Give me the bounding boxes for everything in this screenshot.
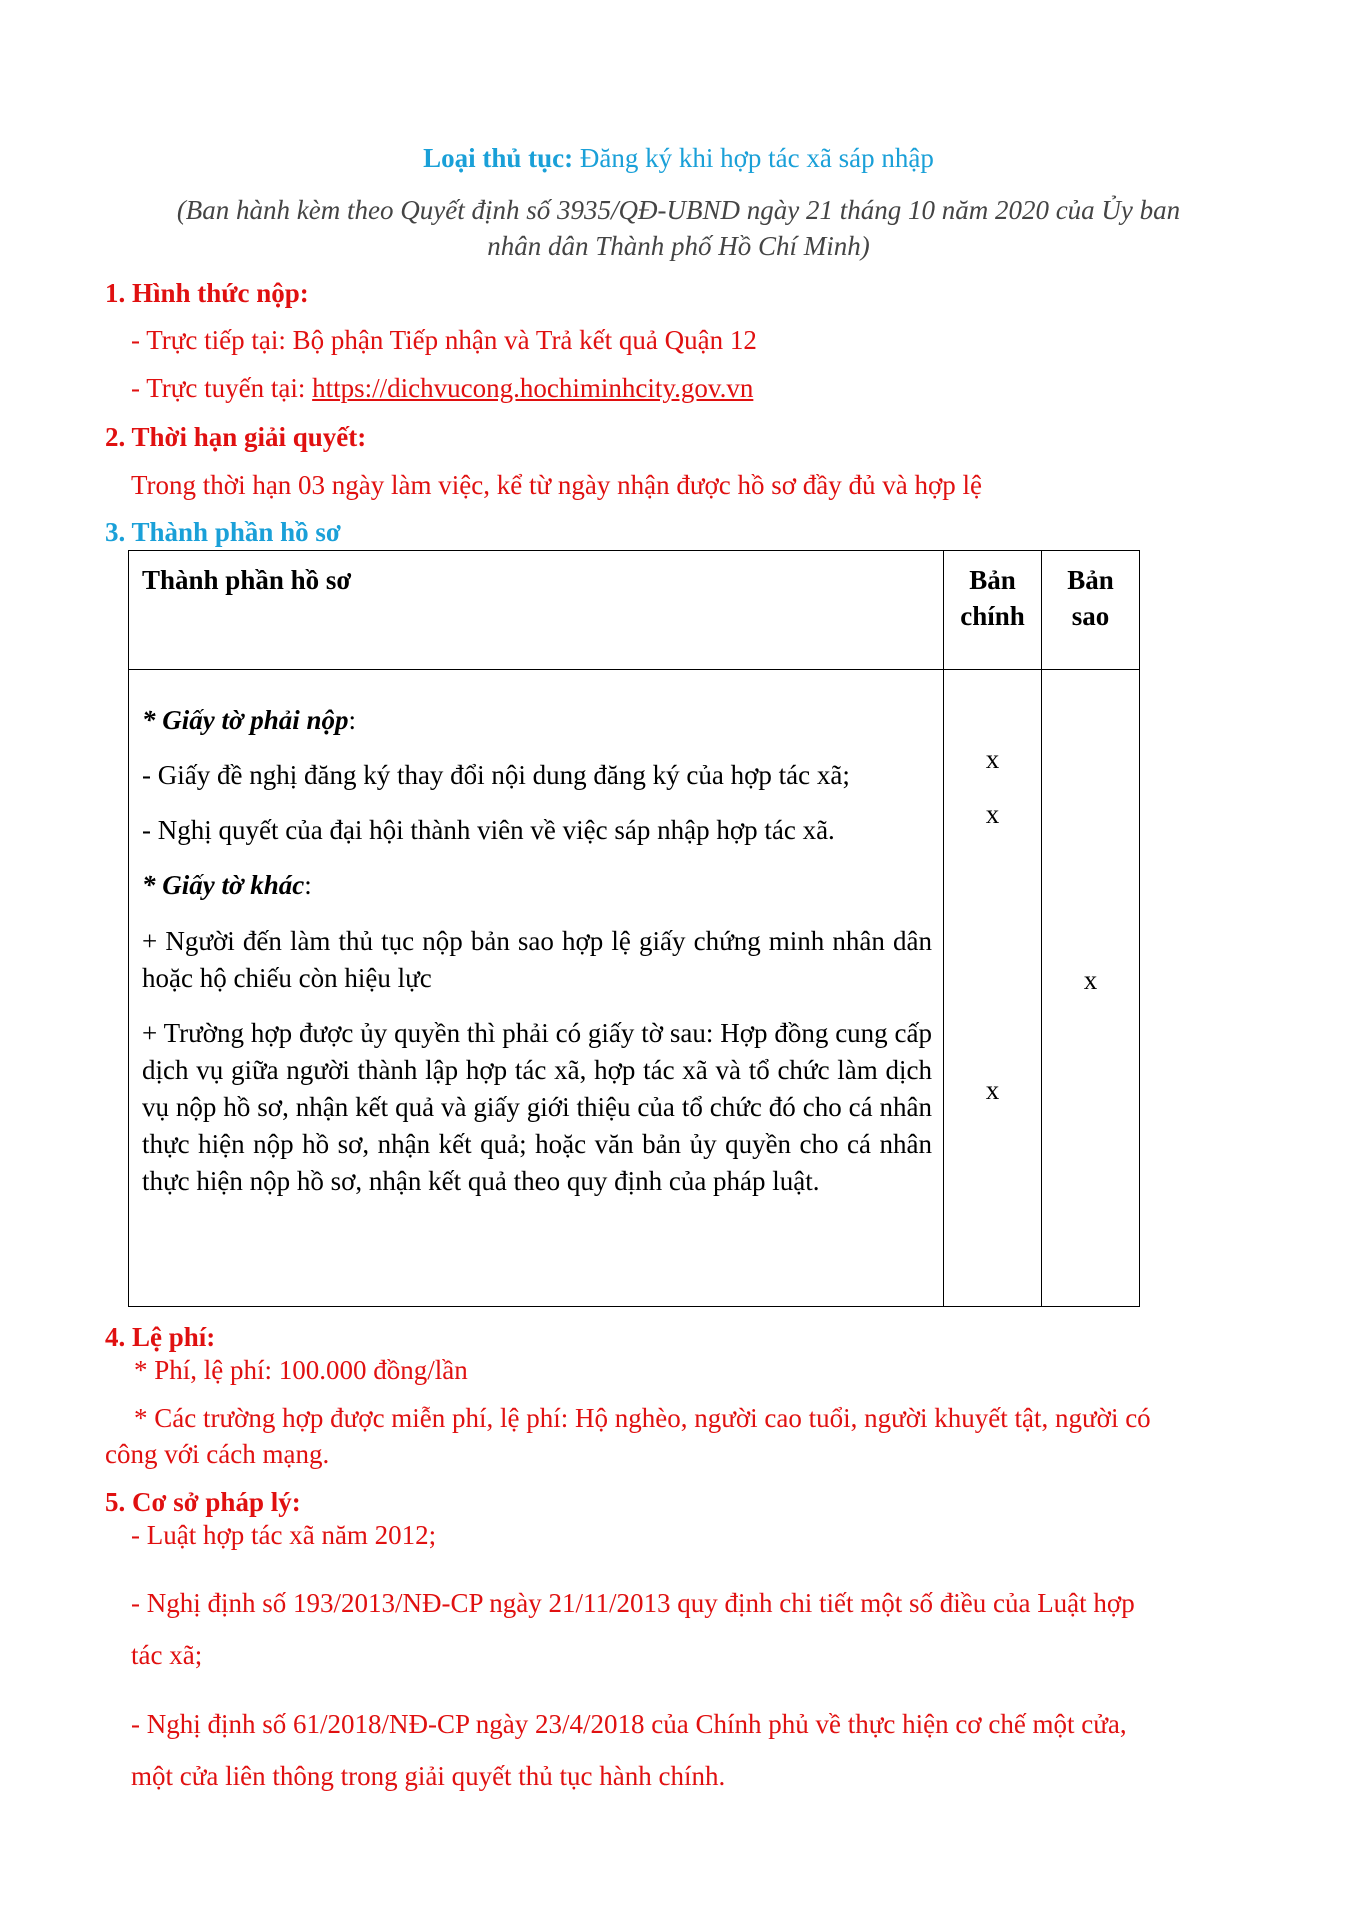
subtitle-line-1: (Ban hành kèm theo Quyết định số 3935/QĐ-UBND ngày 21 tháng 10 năm 2020 của Ủy ban xyxy=(176,195,1181,225)
section-1-heading: 1. Hình thức nộp: xyxy=(105,278,309,308)
section-3-heading: 3. Thành phần hồ sơ xyxy=(105,517,341,547)
original-mark-item-2: x xyxy=(985,799,1000,829)
section-5-heading: 5. Cơ sở pháp lý: xyxy=(105,1487,301,1517)
header-copy-line-1: Bản xyxy=(1067,565,1114,595)
original-cell xyxy=(944,670,1042,1307)
processing-time: Trong thời hạn 03 ngày làm việc, kể từ ngày nhận được hồ sơ đầy đủ và hợp lệ xyxy=(131,470,982,500)
submit-online xyxy=(131,373,753,404)
other-docs-colon: : xyxy=(304,870,312,900)
header-original-line-1: Bản xyxy=(969,565,1016,595)
header-copy xyxy=(1042,551,1140,670)
doc-item-2: - Nghị quyết của đại hội thành viên về việc sáp nhập hợp tác xã. xyxy=(142,815,835,845)
table-row xyxy=(129,670,1140,1307)
copy-cell xyxy=(1042,670,1140,1307)
legal-basis-1: - Luật hợp tác xã năm 2012; xyxy=(131,1520,437,1550)
fee-exempt-line-2: công với cách mạng. xyxy=(105,1439,330,1469)
fee-exempt-line-1: * Các trường hợp được miễn phí, lệ phí: Hộ nghèo, người cao tuổi, người khuyết tật, người có xyxy=(134,1403,1151,1433)
doc-item-1: - Giấy đề nghị đăng ký thay đổi nội dung đăng ký của hợp tác xã; xyxy=(142,760,850,790)
header-documents xyxy=(129,551,944,670)
required-docs-label xyxy=(142,702,932,739)
header-original xyxy=(944,551,1042,670)
procedure-title-value: Đăng ký khi hợp tác xã sáp nhập xyxy=(579,143,934,173)
legal-basis-3-line-1: - Nghị định số 61/2018/NĐ-CP ngày 23/4/2018 của Chính phủ về thực hiện cơ chế một cửa, xyxy=(131,1709,1127,1739)
other-docs-title: * Giấy tờ khác xyxy=(142,870,305,900)
legal-basis-2-line-1: - Nghị định số 193/2013/NĐ-CP ngày 21/11/2013 quy định chi tiết một số điều của Luật hợp xyxy=(131,1588,1135,1618)
original-mark-item-4: x xyxy=(985,1075,1000,1105)
header-original-line-2: chính xyxy=(960,601,1025,631)
section-4-heading: 4. Lệ phí: xyxy=(105,1322,216,1352)
header-copy-line-2: sao xyxy=(1071,601,1110,631)
procedure-title-label: Loại thủ tục: xyxy=(423,143,574,173)
header-documents-label: Thành phần hồ sơ xyxy=(142,565,352,595)
copy-mark-item-3: x xyxy=(1083,965,1098,995)
table-header-row xyxy=(129,551,1140,670)
submit-direct: - Trực tiếp tại: Bộ phận Tiếp nhận và Trả kết quả Quận 12 xyxy=(131,325,757,355)
required-docs-title: * Giấy tờ phải nộp xyxy=(142,705,349,735)
section-2-heading: 2. Thời hạn giải quyết: xyxy=(105,422,367,452)
procedure-subtitle xyxy=(120,192,1237,264)
subtitle-line-2: nhân dân Thành phố Hồ Chí Minh) xyxy=(487,231,870,261)
legal-basis-3-line-2: một cửa liên thông trong giải quyết thủ tục hành chính. xyxy=(131,1761,726,1791)
doc-item-3: + Người đến làm thủ tục nộp bản sao hợp lệ giấy chứng minh nhân dân hoặc hộ chiếu còn hiệu lực xyxy=(142,926,932,993)
documents-cell xyxy=(129,670,944,1307)
doc-item-4: + Trường hợp được ủy quyền thì phải có giấy tờ sau: Hợp đồng cung cấp dịch vụ giữa người thành lập hợp tác xã, hợp tác xã và tổ chức làm dịch vụ nộp hồ sơ, nhận kết quả và giấy giới thiệu của tổ chức đó cho cá nhân thực hiện nộp hồ sơ, nhận kết quả; hoặc văn bản ủy quyền cho cá nhân thực hiện nộp hồ sơ, nhận kết quả theo quy định của pháp luật. xyxy=(142,1018,932,1196)
procedure-title xyxy=(0,143,1357,174)
fee-amount: * Phí, lệ phí: 100.000 đồng/lần xyxy=(134,1355,468,1385)
required-docs-colon: : xyxy=(348,705,357,735)
submit-online-label: - Trực tuyến tại: xyxy=(131,373,313,403)
original-mark-item-1: x xyxy=(985,744,1000,774)
legal-basis-2-line-2: tác xã; xyxy=(131,1640,203,1670)
documents-table xyxy=(128,550,1140,1307)
online-portal-link[interactable]: https://dichvucong.hochiminhcity.gov.vn xyxy=(312,373,754,403)
other-docs-label xyxy=(142,867,932,904)
